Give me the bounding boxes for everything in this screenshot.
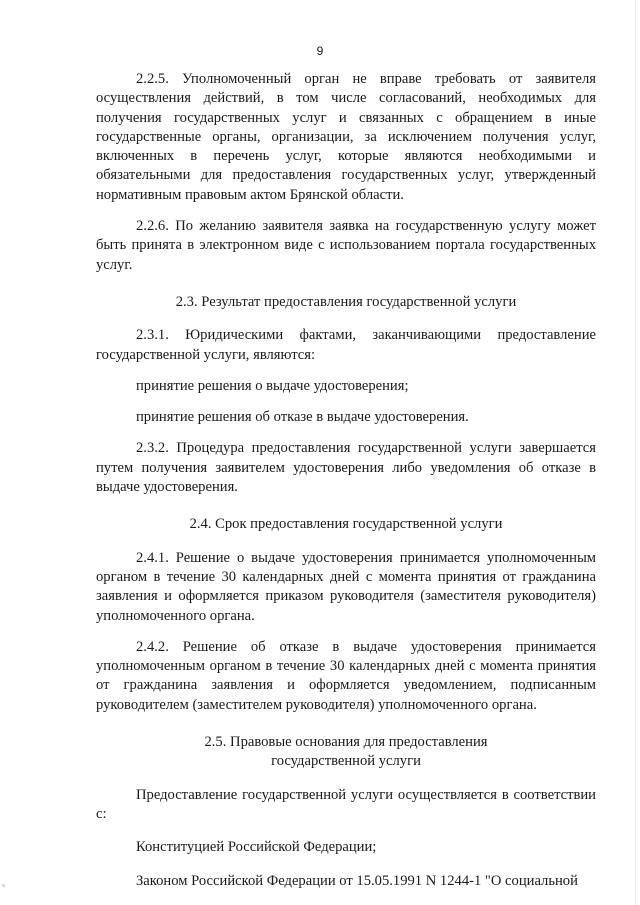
list-item-federal-law: Законом Российской Федерации от 15.05.1991 N 1244-1 "О социальной (136, 872, 578, 889)
heading-2-4 (96, 515, 596, 534)
page-number: 9 (316, 44, 324, 58)
paragraph-2-4-1: 2.4.1. Решение о выдаче удостоверения принимается уполномоченным органом в течение 30 календарных дней с момента принятия от гражданина заявления и оформляется приказом руководителя (заместителя руководителя) уполномоченного органа. (96, 549, 596, 624)
list-item-constitution: Конституцией Российской Федерации; (136, 839, 377, 856)
heading-2-3-text: 2.3. Результат предоставления государственной услуги (175, 293, 517, 310)
paragraph-2-3-2: 2.3.2. Процедура предоставления государственной услуги завершается путем получения заявителем удостоверения либо уведомления об отказе в выдаче удостоверения. (96, 440, 596, 496)
list-item-issue-decision: принятие решения о выдаче удостоверения; (136, 377, 409, 394)
heading-2-5 (96, 733, 596, 772)
scan-artifact-dot (2, 884, 5, 887)
paragraph-2-4-2: 2.4.2. Решение об отказе в выдаче удостоверения принимается уполномоченным органом в течение 30 календарных дней с момента принятия от гражданина заявления и оформляется уведомлением, подписанным руководителем (заместителем руководителя) уполномоченного органа. (96, 638, 596, 713)
heading-2-5-line-1: 2.5. Правовые основания для предоставления (204, 734, 488, 751)
paragraph-2-5-intro: Предоставление государственной услуги осуществляется в соответствии с: (96, 786, 596, 822)
paragraph-2-2-6: 2.2.6. По желанию заявителя заявка на государственную услугу может быть принята в электронном виде с использованием портала государственных услуг. (96, 218, 596, 273)
paragraph-2-3-1: 2.3.1. Юридическими фактами, заканчивающими предоставление государственной услуги, являются: (96, 327, 596, 363)
document-body (96, 70, 596, 891)
scan-edge-line (635, 0, 636, 905)
heading-2-4-text: 2.4. Срок предоставления государственной услуги (189, 516, 503, 533)
list-item-refusal-decision: принятие решения об отказе в выдаче удостоверения. (136, 409, 469, 426)
heading-2-5-line-2: государственной услуги (271, 753, 421, 770)
paragraph-2-2-5: 2.2.5. Уполномоченный орган не вправе требовать от заявителя осуществления действий, в том числе согласований, необходимых для получения государственных услуг и связанных с обращением в иные государственные органы, организации, за исключением получения услуг, включенных в перечень услуг, которые являются необходимыми и обязательными для предоставления государственных услуг, утвержденный нормативным правовым актом Брянской области. (96, 71, 596, 203)
heading-2-3 (96, 293, 596, 312)
